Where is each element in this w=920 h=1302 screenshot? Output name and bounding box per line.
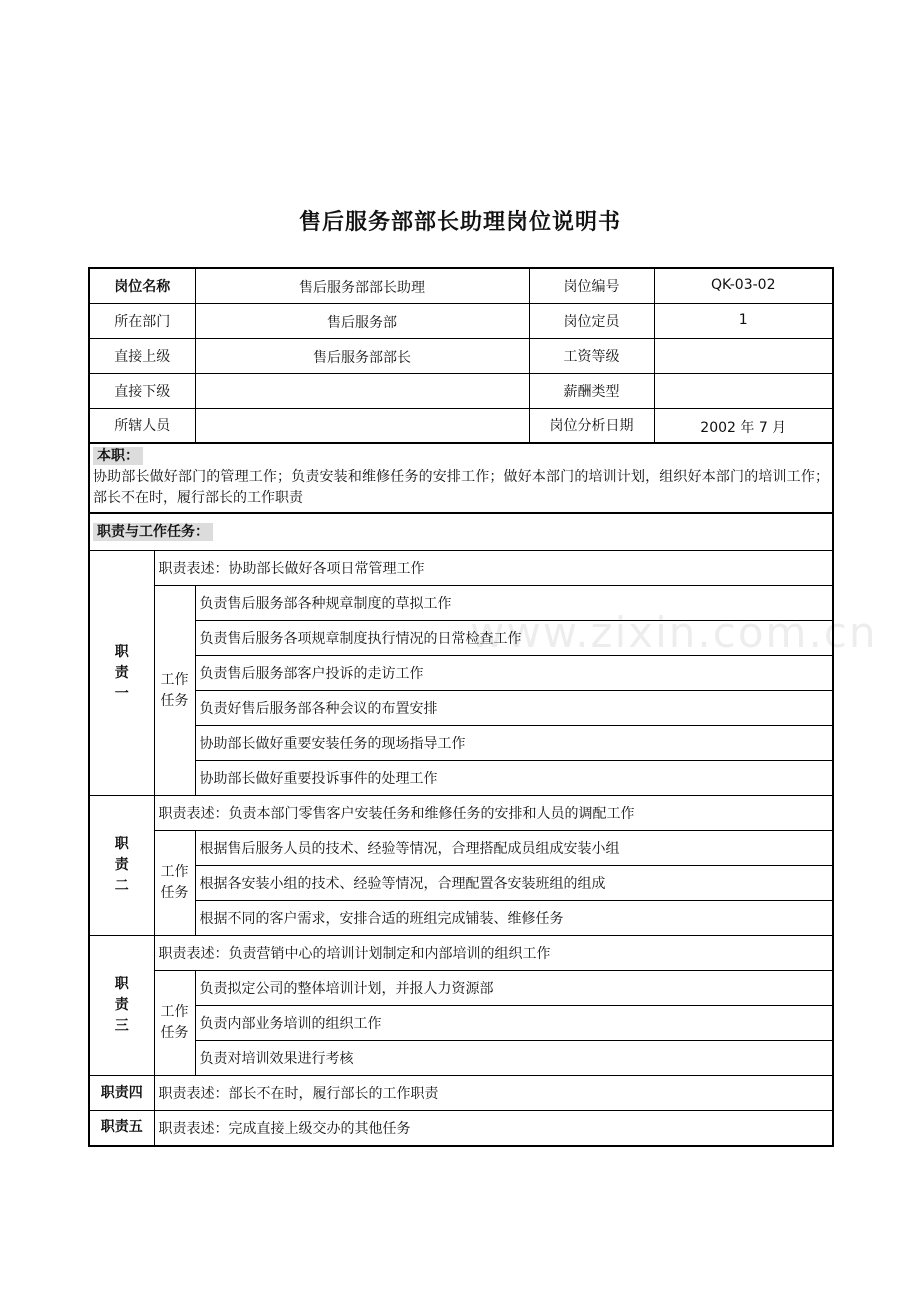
work-task-text: 工作任务 <box>160 864 189 901</box>
summary-text: 协助部长做好部门的管理工作；负责安装和维修任务的安排工作；做好本部门的培训计划，组织好本部门的培训工作；部长不在时，履行部长的工作职责 <box>93 469 829 506</box>
info-label: 岗位分析日期 <box>529 408 654 443</box>
task-row <box>89 621 833 656</box>
summary-label: 本职： <box>93 447 143 465</box>
info-label: 直接下级 <box>89 373 195 408</box>
summary-cell <box>89 443 833 513</box>
duty-desc-row <box>89 551 833 586</box>
duty-desc-row <box>89 1111 833 1146</box>
info-value <box>654 373 833 408</box>
info-value: 2002 年 7 月 <box>654 408 833 443</box>
work-task-label <box>154 971 195 1076</box>
info-value: 售后服务部部长助理 <box>195 268 529 303</box>
task: 负责售后服务部各种规章制度的草拟工作 <box>195 586 833 621</box>
work-task-text: 工作任务 <box>160 1004 189 1041</box>
task-row <box>89 901 833 936</box>
task: 协助部长做好重要投诉事件的处理工作 <box>195 761 833 796</box>
watermark: www.zixin.com.cn <box>470 608 878 657</box>
work-task-text: 工作任务 <box>160 671 189 709</box>
task: 负责售后服务部客户投诉的走访工作 <box>195 656 833 691</box>
info-value <box>195 408 529 443</box>
duty-name: 职责五 <box>89 1111 154 1146</box>
task: 协助部长做好重要安装任务的现场指导工作 <box>195 726 833 761</box>
duty-label <box>89 796 154 936</box>
duty-desc: 职责表述：完成直接上级交办的其他任务 <box>154 1111 833 1146</box>
task-row <box>89 691 833 726</box>
info-label: 岗位编号 <box>529 268 654 303</box>
task-row <box>89 586 833 621</box>
duty-desc: 职责表述：负责本部门零售客户安装任务和维修任务的安排和人员的调配工作 <box>154 796 833 831</box>
duty-name: 职责二 <box>114 836 129 894</box>
info-value <box>654 338 833 373</box>
work-task-label <box>154 831 195 936</box>
summary-row <box>89 443 833 513</box>
task-row <box>89 1006 833 1041</box>
duty-name: 职责三 <box>114 976 129 1034</box>
info-row <box>89 338 833 373</box>
task-row <box>89 656 833 691</box>
task: 根据售后服务人员的技术、经验等情况，合理搭配成员组成安装小组 <box>195 831 833 866</box>
duties-header-row <box>89 513 833 551</box>
info-row <box>89 373 833 408</box>
info-label: 直接上级 <box>89 338 195 373</box>
info-label: 所辖人员 <box>89 408 195 443</box>
job-description-table <box>88 267 834 1147</box>
info-label: 工资等级 <box>529 338 654 373</box>
info-row <box>89 408 833 443</box>
task-row <box>89 1041 833 1076</box>
info-value: QK-03-02 <box>654 268 833 303</box>
info-value <box>195 373 529 408</box>
duty-desc-row <box>89 936 833 971</box>
task: 根据不同的客户需求，安排合适的班组完成铺装、维修任务 <box>195 901 833 936</box>
task: 负责好售后服务部各种会议的布置安排 <box>195 691 833 726</box>
task: 负责内部业务培训的组织工作 <box>195 1006 833 1041</box>
info-value: 售后服务部部长 <box>195 338 529 373</box>
duty-label <box>89 551 154 796</box>
task: 负责拟定公司的整体培训计划，并报人力资源部 <box>195 971 833 1006</box>
duty-desc-row <box>89 1076 833 1111</box>
info-value: 售后服务部 <box>195 303 529 338</box>
task: 负责售后服务各项规章制度执行情况的日常检查工作 <box>195 621 833 656</box>
task-row <box>89 866 833 901</box>
duty-desc: 职责表述：负责营销中心的培训计划制定和内部培训的组织工作 <box>154 936 833 971</box>
duty-name: 职责四 <box>89 1076 154 1111</box>
duty-label <box>89 936 154 1076</box>
duty-desc: 职责表述：部长不在时，履行部长的工作职责 <box>154 1076 833 1111</box>
document-title: 售后服务部部长助理岗位说明书 <box>298 210 621 235</box>
task-row <box>89 971 833 1006</box>
task: 根据各安装小组的技术、经验等情况，合理配置各安装班组的组成 <box>195 866 833 901</box>
duty-desc-row <box>89 796 833 831</box>
info-row <box>89 303 833 338</box>
duty-desc: 职责表述：协助部长做好各项日常管理工作 <box>154 551 833 586</box>
info-label: 薪酬类型 <box>529 373 654 408</box>
info-value: 1 <box>654 303 833 338</box>
task: 负责对培训效果进行考核 <box>195 1041 833 1076</box>
task-row <box>89 726 833 761</box>
info-row <box>89 268 833 303</box>
duties-header-cell <box>89 513 833 551</box>
duty-name: 职责一 <box>114 643 129 702</box>
info-label: 岗位名称 <box>89 268 195 303</box>
task-row <box>89 831 833 866</box>
work-task-label <box>154 586 195 796</box>
info-label: 岗位定员 <box>529 303 654 338</box>
info-label: 所在部门 <box>89 303 195 338</box>
duties-header: 职责与工作任务： <box>93 523 213 541</box>
task-row <box>89 761 833 796</box>
